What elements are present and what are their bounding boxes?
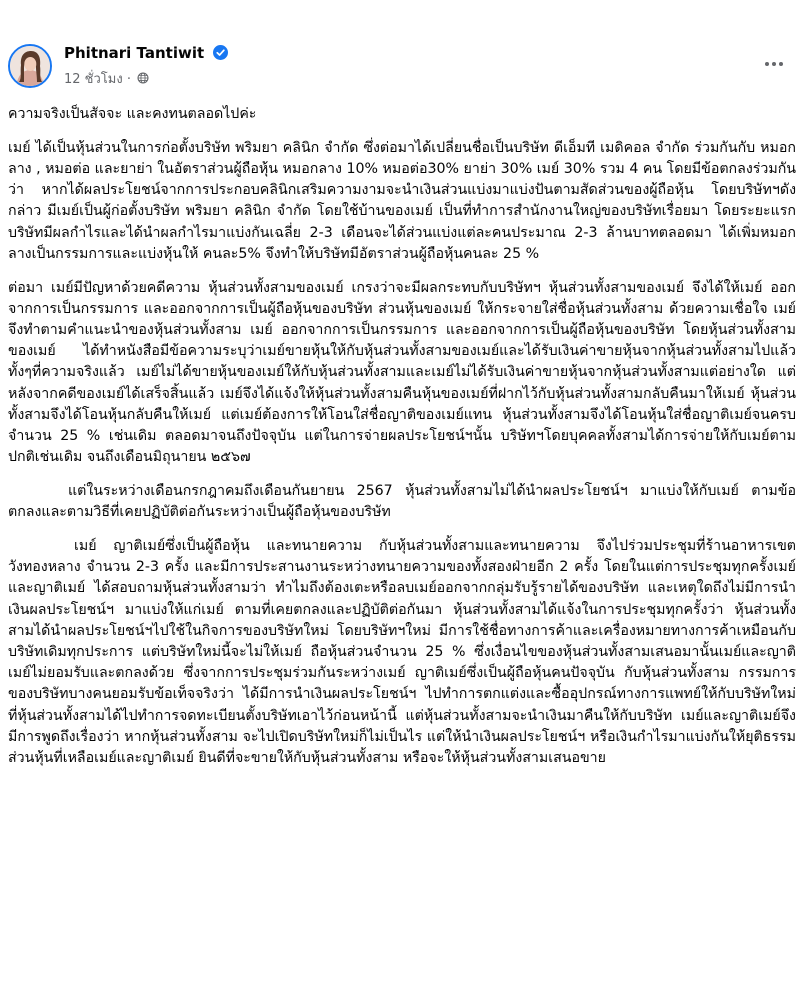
author-name[interactable]: Phitnari Tantiwit [64, 44, 205, 62]
verified-badge-icon [213, 45, 228, 60]
post-paragraph: เมย์ ได้เป็นหุ้นส่วนในการก่อตั้งบริษัท พริมยา คลินิก จำกัด ซึ่งต่อมาได้เปลี่ยนชื่อเป็นบริษัท ดีเอ็มที เมดิคอล จำกัด ร่วมกันกับ หมอกลาง , หมอต่อ และยาย่า ในอัตราส่วนผู้ถือหุ้น หมอกลาง 10% หมอต่อ30% ยาย่า 30% เมย์ 30% รวม 4 คน โดยมีข้อตกลงร่วมกันว่า หากได้ผลประโยชน์จากการประกอบคลินิกเสริมความงามจะนำเงินส่วนแบ่งมาแบ่งปันตามสัดส่วนของผู้ถือหุ้น โดยบริษัทฯดังกล่าว มีเมย์เป็นผู้ก่อตั้งบริษัท พริมยา คลินิก จำกัด โดยใช้บ้านของเมย์ เป็นที่ทำการสำนักงานใหญ่ของบริษัทเรื่อยมา โดยระยะแรกบริษัทมีผลกำไรและได้นำผลกำไรมาแบ่งกันเฉลี่ย 2-3 เดือนจะได้ส่วนแบ่งแต่ละคนประมาณ 2-3 ล้านบาทตลอดมา ได้เพิ่มหมอกลางเป็นกรรมการและแบ่งหุ้นให้ คนละ5% จึงทำให้บริษัทมีอัตราส่วนผู้ถือหุ้นคนละ 25 % [8, 139, 796, 262]
more-options-icon [765, 62, 769, 66]
post-timestamp[interactable]: 12 ชั่วโมง [64, 72, 123, 87]
avatar[interactable] [8, 44, 52, 88]
profile-photo [10, 46, 50, 86]
globe-icon[interactable] [137, 72, 149, 84]
more-options-icon-dot [772, 62, 776, 66]
post-paragraph: เมย์ ญาติเมย์ซึ่งเป็นผู้ถือหุ้น และทนายความ กับหุ้นส่วนทั้งสามและทนายความ จึงไปร่วมประชุมที่ร้านอาหารเขตวังทองหลาง จำนวน 2-3 ครั้ง และมีการประสานงานระหว่างทนายความของทั้งสองฝ่ายอีก 2 ครั้ง โดยในแต่การประชุมทุกครั้งเมย์ และญาติเมย์ ได้สอบถามหุ้นส่วนทั้งสามว่า ทำไมถึงต้องเตะหรือลบเมย์ออกจากกลุ่มรับรู้รายได้ของบริษัท และเหตุใดถึงไม่มีการนำเงินผลประโยชน์ฯ มาแบ่งให้แก่เมย์ ตามที่เคยตกลงและปฏิบัติต่อกันมา หุ้นส่วนทั้งสามได้แจ้งในการประชุมทุกครั้งว่า หุ้นส่วนทั้งสามได้นำผลประโยชน์ฯไปใช้ในกิจการของบริษัทใหม่ โดยบริษัทฯใหม่ มีการใช้ชื่อทางการค้าและเครื่องหมายทางการค้าเหมือนกับบริษัทเดิมทุกประการ แต่บริษัทใหม่นี้จะไม่ให้เมย์ ถือหุ้นส่วนจำนวน 25 % ซึ่งเงื่อนไขของหุ้นส่วนทั้งสามเสนอมานั้นเมย์และญาติเมย์ไม่ยอมรับและตกลงด้วย ซึ่งจากการประชุมร่วมกันระหว่างเมย์ ญาติเมย์ซึ่งเป็นผู้ถือหุ้นคนปัจจุบัน กับหุ้นส่วนทั้งสาม กรรมการของบริษัทบางคนยอมรับข้อเท็จจริงว่า ได้มีการนำเงินผลประโยชน์ฯ ไปทำการตกแต่งและซื้ออุปกรณ์ทางการแพทย์ให้กับบริษัทใหม่ ที่หุ้นส่วนทั้งสามได้ไปทำการจดทะเบียนตั้งบริษัทเอาไว้ก่อนหน้านี้ แต่หุ้นส่วนทั้งสามจะนำเงินมาคืนให้กับบริษัท เมย์และญาติเมย์จึงมีการพูดถึงเรื่องว่า หากหุ้นส่วนทั้งสาม จะไปเปิดบริษัทใหม่ก็ไม่เป็นไร แต่ให้นำเงินผลประโยชน์ฯ หรือเงินกำไรมาแบ่งกันให้ยุติธรรม ส่วนหุ้นที่เหลือเมย์และญาติเมย์ ยินดีที่จะขายให้กับหุ้นส่วนทั้งสาม หรือจะให้หุ้นส่วนทั้งสามเสนอขาย [8, 538, 796, 767]
post-meta [64, 68, 149, 89]
more-options-icon-dot [779, 62, 783, 66]
post-paragraph: ต่อมา เมย์มีปัญหาด้วยคดีความ หุ้นส่วนทั้งสามของเมย์ เกรงว่าจะมีผลกระทบกับบริษัทฯ หุ้นส่วนทั้งสามของเมย์ จึงได้ให้เมย์ ออกจากการเป็นกรรมการ และออกจากการเป็นผู้ถือหุ้นของบริษัท ส่วนหุ้นของเมย์ ให้กระจายใส่ชื่อหุ้นส่วนทั้งสาม ด้วยความเชื่อใจ เมย์จึงทำตามคำแนะนำของหุ้นส่วนทั้งสาม เมย์ ออกจากการเป็นกรรมการ และออกจากการเป็นผู้ถือหุ้นของบริษัท โดยหุ้นส่วนทั้งสามของเมย์ ได้ทำหนังสือมีข้อความระบุว่าเมย์ขายหุ้นให้กับหุ้นส่วนทั้งสามของเมย์และได้รับเงินค่าขายหุ้นจากหุ้นส่วนทั้งสามไปแล้ว ทั้งๆที่ความจริงแล้ว เมย์ไม่ได้ขายหุ้นของเมย์ให้กับหุ้นส่วนทั้งสามและเมย์ไม่ได้รับเงินค่าขายหุ้นจากหุ้นส่วนทั้งสามแต่อย่างใด แต่หลังจากคดีของเมย์ได้เสร็จสิ้นแล้ว เมย์จึงได้แจ้งให้หุ้นส่วนทั้งสามคืนหุ้นของเมย์ที่ฝากไว้กับหุ้นส่วนทั้งสามกลับคืนมาให้เมย์ หุ้นส่วนทั้งสามจึงได้โอนหุ้นกลับคืนให้เมย์ แต่เมย์ต้องการให้โอนใส่ชื่อญาติของเมย์แทน หุ้นส่วนทั้งสามจึงได้โอนหุ้นใส่ชื่อญาติเมย์จนครบจำนวน 25 % เช่นเดิม ตลอดมาจนถึงปัจจุบัน แต่ในการจ่ายผลประโยชน์ฯนั้น บริษัทฯโดยบุคคลทั้งสามได้การจ่ายให้กับเมย์ตามปกติเช่นเดิม จนถึงเดือนมิถุนายน ๒๕๖๗ [8, 279, 796, 466]
meta-separator: · [126, 72, 131, 87]
post-message [8, 104, 796, 782]
post-paragraph: แต่ในระหว่างเดือนกรกฎาคมถึงเดือนกันยายน 2567 หุ้นส่วนทั้งสามไม่ได้นำผลประโยชน์ฯ มาแบ่งให้กับเมย์ ตามข้อตกลงและตามวิธีที่เคยปฏิบัติต่อกันระหว่างเป็นผู้ถือหุ้นของบริษัท [8, 483, 796, 521]
more-options-button[interactable] [756, 52, 792, 76]
post-header [0, 0, 800, 92]
author-name-link[interactable] [64, 44, 228, 62]
post-paragraph: ความจริงเป็นสัจจะ และคงทนตลอดไปค่ะ [8, 106, 257, 122]
